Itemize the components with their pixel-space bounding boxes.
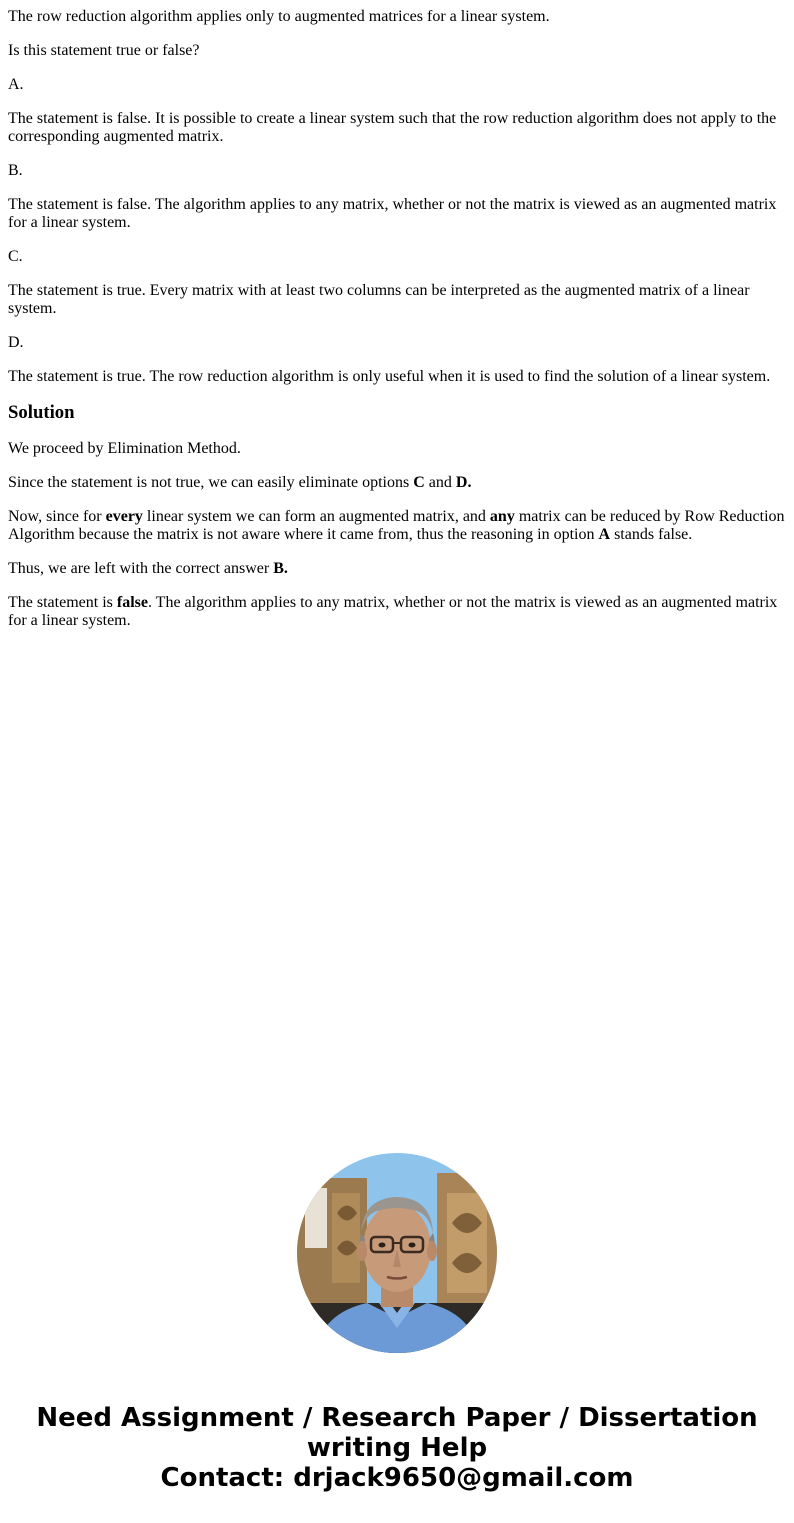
solution-p4-answer: B. <box>273 560 288 577</box>
promo-contact: Contact: drjack9650@gmail.com <box>160 1463 634 1493</box>
option-c-text: The statement is true. Every matrix with at least two columns can be interpreted as the augmented matrix of a linear system. <box>8 282 750 317</box>
solution-p2-and: and <box>424 474 456 491</box>
option-a-text: The statement is false. It is possible to create a linear system such that the row reduction algorithm does not apply to the corresponding augmented matrix. <box>8 110 777 145</box>
solution-p2-text: Since the statement is not true, we can easily eliminate options <box>8 474 414 491</box>
option-c-label: C. <box>8 248 23 265</box>
solution-p5-text-2: . The algorithm applies to any matrix, whether or not the matrix is viewed as an augmented matrix for a linear system. <box>8 594 778 629</box>
question-statement: The row reduction algorithm applies only to augmented matrices for a linear system. <box>8 8 550 25</box>
promo-line-2: writing Help <box>306 1433 488 1463</box>
option-b-label: B. <box>8 162 23 179</box>
option-d-text: The statement is true. The row reduction algorithm is only useful when it is used to find the solution of a linear system. <box>8 368 771 385</box>
promo-line-1: Need Assignment / Research Paper / Dissertation <box>36 1403 758 1433</box>
solution-p3-bold-a: A <box>598 526 611 543</box>
author-portrait-image <box>297 1153 497 1353</box>
solution-p2-option-d: D. <box>455 474 472 491</box>
document-body <box>8 8 786 646</box>
solution-p3-text-4: stands false. <box>610 526 693 543</box>
option-a-label: A. <box>8 76 24 93</box>
option-b-text: The statement is false. The algorithm applies to any matrix, whether or not the matrix is viewed as an augmented matrix for a linear system. <box>8 196 777 231</box>
solution-paragraph-4 <box>8 560 786 578</box>
option-d-label: D. <box>8 334 24 351</box>
solution-p4-text: Thus, we are left with the correct answer <box>8 560 274 577</box>
solution-paragraph-1: We proceed by Elimination Method. <box>8 440 241 457</box>
promo-banner <box>0 1403 794 1493</box>
solution-heading: Solution <box>8 402 75 423</box>
solution-paragraph-5 <box>8 594 786 630</box>
solution-p5-bold-false: false <box>116 594 148 611</box>
solution-p3-bold-any: any <box>489 508 515 525</box>
question-prompt: Is this statement true or false? <box>8 42 200 59</box>
solution-paragraph-3 <box>8 508 786 544</box>
solution-p3-text-2: linear system we can form an augmented matrix, and <box>142 508 490 525</box>
solution-p2-option-c: C <box>413 474 425 491</box>
solution-p3-text-3: matrix can be reduced by Row Reduction Algorithm because the matrix is not aware where it came from, thus the reasoning in option <box>8 508 785 543</box>
author-avatar <box>297 1153 497 1353</box>
solution-paragraph-2 <box>8 474 786 492</box>
solution-p3-bold-every: every <box>105 508 143 525</box>
solution-p5-text-1: The statement is <box>8 594 117 611</box>
solution-p3-text-1: Now, since for <box>8 508 106 525</box>
